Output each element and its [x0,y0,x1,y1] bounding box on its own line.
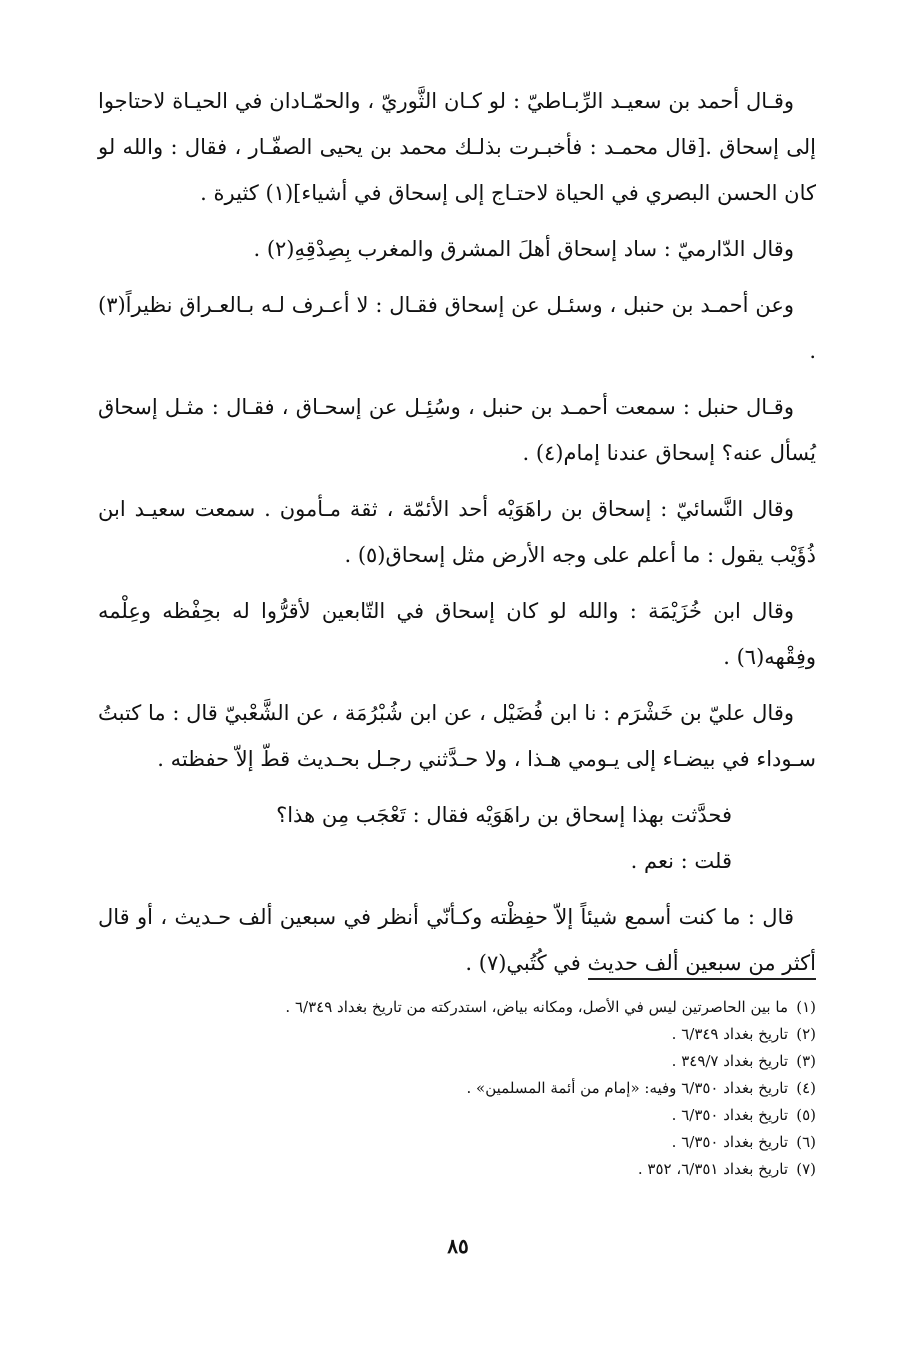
footnote-number: (٧) [796,1160,816,1178]
footnote [100,1102,816,1129]
paragraph-hanbal: وقـال حنبل : سمعت أحمـد بن حنبل ، وسُئِـل عن إسحـاق ، فقـال : مثـل إسحاق يُسأل عنه؟ إسحاق عندنا إمام(٤) . [98,395,816,465]
footnote-number: (٦) [796,1133,816,1151]
paragraph-ibn-khuzayma: وقال ابن خُزَيْمَة : والله لو كان إسحاق في التّابعين لأقرُّوا له بحِفْظه وعِلْمه وفِقْهه(٦) . [98,599,816,669]
footnote-number: (٤) [796,1079,816,1097]
footnote [100,1048,816,1075]
page-number: ٨٥ [447,1234,469,1258]
footnote-text: تاريخ بغداد ٦/٣٥١، ٣٥٢ . [637,1160,788,1178]
footnote-number: (٣) [796,1052,816,1070]
footnote [100,1075,816,1102]
footnote-text: تاريخ بغداد ٣٤٩/٧ . [671,1052,788,1070]
footnote-text: ما بين الحاصرتين ليس في الأصل، ومكانه بياض، استدركته من تاريخ بغداد ٦/٣٤٩ . [285,998,788,1016]
footnote-text: تاريخ بغداد ٦/٣٥٠ . [671,1106,788,1124]
paragraph-darimi: وقال الدّارميّ : ساد إسحاق أهلَ المشرق والمغرب بِصِدْقِهِ(٢) . [253,237,794,261]
footnote-text: تاريخ بغداد ٦/٣٥٠ . [671,1133,788,1151]
footnotes [100,994,816,1183]
paragraph-ahmad-ibn-hanbal: وعن أحمـد بن حنبل ، وسئـل عن إسحاق فقـال : لا أعـرف لـه بـالعـراق نظيراً(٣) . [98,293,816,363]
footnote-number: (١) [796,998,816,1016]
footnote-number: (٢) [796,1025,816,1043]
main-text [98,78,816,996]
paragraph-rabati: وقـال أحمد بن سعيـد الرِّبـاطيّ : لو كـان الثَّوريّ ، والحمّـادان في الحيـاة لاحتاجوا إلى إسحاق .[قال محمـد : فأخبـرت بذلـك محمد بن يحيى الصفّـار ، فقال : والله لو كان الحسن البصري في الحياة لاحتـاج إلى إسحاق في أشياء](١) كثيرة . [98,89,816,205]
footnote-text: تاريخ بغداد ٦/٣٥٠ وفيه: «إمام من أئمة المسلمين» . [466,1079,788,1097]
paragraph-final: قال : ما كنت أسمع شيئاً إلاّ حفِظْته وكـأنّي أنظر في سبعين ألف حـديث ، أو قال أكثر من سبعين ألف حديث في كُتُبي(٧) . [98,905,816,975]
footnote-text: تاريخ بغداد ٦/٣٤٩ . [671,1025,788,1043]
footnote [100,994,816,1021]
paragraph-ali-ibn-khashram: وقال عليّ بن خَشْرَم : نا ابن فُضَيْل ، عن ابن شُبْرُمَة ، عن الشَّعْبيّ قال : ما كتبتُ سـوداء في بيضـاء إلى يـومي هـذا ، ولا حـدَّثني رجـل بحـديث قطّ إلاّ حفظته . [98,701,816,771]
footnote [100,1021,816,1048]
indented-line-2: قلت : نعم . [630,849,732,873]
footnote [100,1129,816,1156]
footnote-number: (٥) [796,1106,816,1124]
indented-line-1: فحدَّثت بهذا إسحاق بن راهَوَيْه فقال : تَعْجَب مِن هذا؟ [276,803,732,827]
footnote [100,1156,816,1183]
footnote-separator [588,978,816,980]
paragraph-nasai: وقال النَّسائيّ : إسحاق بن راهَوَيْه أحد الأئمّة ، ثقة مـأمون . سمعت سعيـد ابن ذُؤَيْب يقول : ما أعلم على وجه الأرض مثل إسحاق(٥) . [98,497,816,567]
